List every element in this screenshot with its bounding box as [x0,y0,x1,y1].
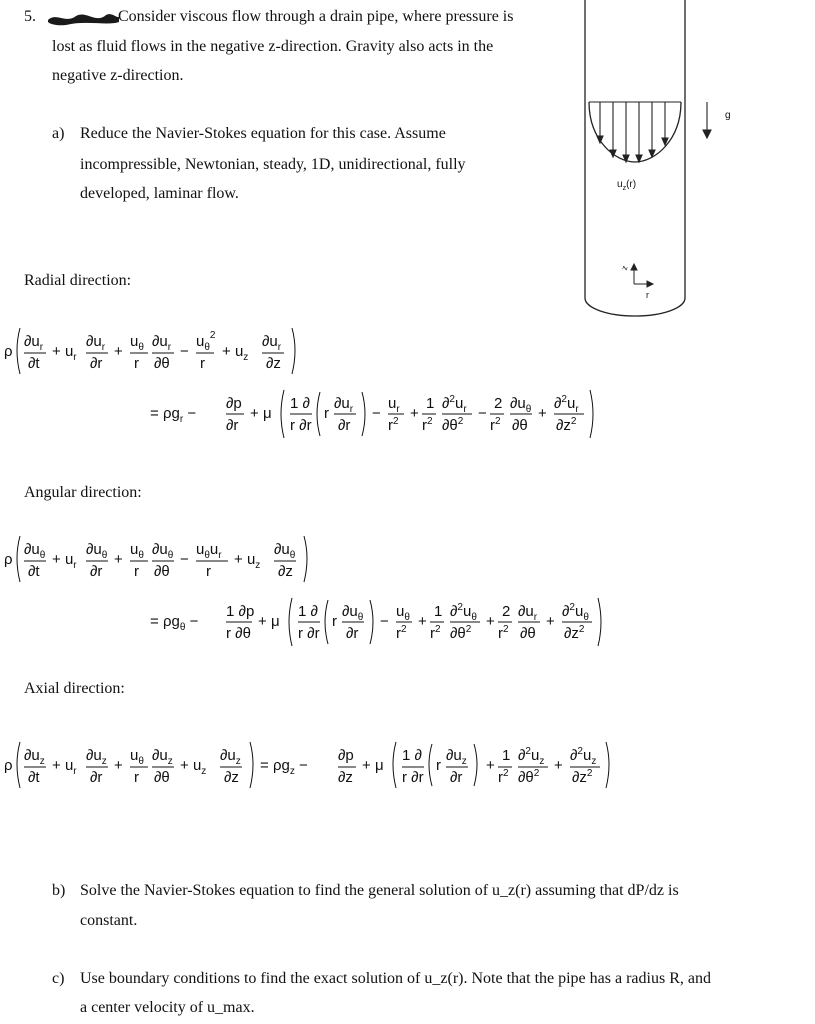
svg-text:+: + [538,405,547,422]
svg-text:+ μ: + μ [250,405,272,422]
svg-text:1 ∂: 1 ∂ [290,395,310,412]
svg-text:= ρgz −: = $\rho g_z$ − [260,757,308,777]
pipe-figure [575,0,745,320]
part-b-line-1: Solve the Navier-Stokes equation to find the general solution of u_z(r) assuming that dP/dz is [80,882,679,899]
intro-line-2: lost as fluid flows in the negative z-direction. Gravity also acts in the [52,38,494,55]
gravity-arrow-icon [703,102,711,138]
svg-text:∂uθ: $\partial u_\theta$ [510,395,532,415]
svg-text:∂uz: $\partial u_z$ [86,747,107,767]
svg-text:+ ur: + $u_r$ [52,343,77,363]
svg-text:∂uz: $\partial u_z$ [446,747,467,767]
svg-text:r ∂r: r ∂r [298,625,320,642]
svg-text:uθ2: $u_\theta^2$ [196,330,216,353]
svg-text:∂2ur: $\partial^2u_r$ [442,394,467,415]
svg-text:r2: $r^2$ [430,624,441,642]
svg-text:∂z2: $\partial z^2$ [556,416,577,434]
svg-text:+: + [114,551,123,568]
svg-text:+: + [418,613,427,630]
svg-text:∂θ2: $\partial\theta^2$ [442,416,464,434]
svg-text:= ρgθ −: = $\rho g_\theta$ − [150,613,199,633]
svg-text:∂θ: ∂θ [154,769,170,786]
svg-text:∂t: ∂t [28,355,40,372]
svg-text:r: r [134,563,139,580]
svg-text:∂2uθ: $\partial^2u_\theta$ [450,602,477,623]
svg-text:∂2uz: $\partial^2u_z$ [518,746,545,767]
angular-heading: Angular direction: [24,484,142,501]
svg-text:+: + [546,613,555,630]
svg-text:+: + [114,343,123,360]
svg-text:∂t: ∂t [28,563,40,580]
svg-text:∂θ: ∂θ [154,563,170,580]
velocity-profile [589,102,681,162]
svg-text:∂z2: $\partial z^2$ [572,768,593,786]
svg-text:∂uθ: $\partial u_\theta$ [152,541,174,561]
svg-text:1 ∂: 1 ∂ [402,747,422,764]
svg-text:∂θ2: $\partial\theta^2$ [450,624,472,642]
svg-text:1: 1 [434,603,443,620]
svg-text:∂z: ∂z [278,563,293,580]
svg-text:r: r [134,769,139,786]
svg-text:+: + [486,613,495,630]
svg-text:∂z: ∂z [266,355,281,372]
svg-text:uθ: $u_\theta$ [396,603,410,623]
svg-text:∂θ: ∂θ [520,625,536,642]
svg-text:∂r: ∂r [346,625,359,642]
svg-text:−: − [372,405,381,422]
svg-text:+ μ: + μ [258,613,280,630]
svg-text:= ρgr −: = $\rho g_r$ − [150,405,197,425]
svg-text:+ ur: + $u_r$ [52,757,77,777]
svg-text:∂r: ∂r [450,769,463,786]
part-a-line-3: developed, laminar flow. [80,185,239,202]
gravity-label: g [725,110,731,121]
svg-text:∂r: ∂r [90,355,103,372]
svg-text:+: + [410,405,419,422]
svg-text:+ uz: + $u_z$ [222,343,249,363]
svg-text:ρ: ρ [4,551,13,568]
svg-text:∂θ: ∂θ [512,417,528,434]
part-a-line-2: incompressible, Newtonian, steady, 1D, unidirectional, fully [80,156,466,173]
svg-text:ρ: ρ [4,343,13,360]
svg-text:∂t: ∂t [28,769,40,786]
svg-text:∂2uθ: $\partial^2u_\theta$ [562,602,589,623]
svg-text:r ∂r: r ∂r [290,417,312,434]
axial-equation [0,734,680,798]
svg-text:∂z2: $\partial z^2$ [564,624,585,642]
intro-line-3: negative z-direction. [52,67,184,84]
part-a-label: a) [52,125,65,142]
svg-text:2: 2 [494,395,503,412]
velocity-label: $u_z(r)$ [617,179,637,192]
part-c-line-1: Use boundary conditions to find the exact solution of u_z(r). Note that the pipe has a radius R, and [80,970,711,987]
redaction-scribble [46,10,120,26]
svg-text:r: r [200,355,205,372]
svg-text:1: 1 [426,395,435,412]
intro-line-1: Consider viscous flow through a drain pipe, where pressure is [118,8,514,25]
svg-text:+: + [114,757,123,774]
part-c-line-2: a center velocity of u_max. [80,999,255,1016]
svg-text:∂uz: $\partial u_z$ [220,747,241,767]
svg-text:uθur: $u_\theta u_r$ [196,541,222,561]
svg-text:1: 1 [502,747,511,764]
svg-text:r2: $r^2$ [396,624,407,642]
svg-text:∂ur: $\partial u_r$ [24,333,44,353]
svg-text:r: r [324,405,329,422]
svg-text:∂ur: $\partial u_r$ [518,603,538,623]
svg-text:r: r [134,355,139,372]
axial-heading: Axial direction: [24,680,125,697]
svg-text:r2: $r^2$ [422,416,433,434]
part-b-line-2: constant. [80,912,138,929]
part-c-label: c) [52,970,65,987]
svg-text:∂r: ∂r [226,417,239,434]
svg-text:+ μ: + μ [362,757,384,774]
svg-text:−: − [180,551,189,568]
svg-text:+ uz: + $u_z$ [180,757,207,777]
svg-text:−: − [180,343,189,360]
problem-number: 5. [24,8,36,25]
axis-r-label: r [646,290,649,300]
svg-text:+: + [554,757,563,774]
svg-text:∂r: ∂r [338,417,351,434]
svg-text:r ∂r: r ∂r [402,769,424,786]
part-b-label: b) [52,882,66,899]
svg-text:−: − [478,405,487,422]
svg-text:∂uz: $\partial u_z$ [24,747,45,767]
svg-text:1 ∂: 1 ∂ [298,603,318,620]
svg-text:∂ur: $\partial u_r$ [86,333,106,353]
svg-text:∂uθ: $\partial u_\theta$ [24,541,46,561]
radial-equation [0,320,660,440]
svg-text:1 ∂p: 1 ∂p [226,603,255,620]
svg-text:uθ: $u_\theta$ [130,333,144,353]
svg-text:∂θ: ∂θ [154,355,170,372]
svg-text:∂uθ: $\partial u_\theta$ [86,541,108,561]
svg-text:∂2ur: $\partial^2u_r$ [554,394,579,415]
svg-text:uθ: $u_\theta$ [130,747,144,767]
axis-z-label: z [619,264,630,272]
svg-text:∂2uz: $\partial^2u_z$ [570,746,597,767]
svg-text:∂θ2: $\partial\theta^2$ [518,768,540,786]
svg-text:∂ur: $\partial u_r$ [334,395,354,415]
part-a-line-1: Reduce the Navier-Stokes equation for this case. Assume [80,125,446,142]
svg-text:uθ: $u_\theta$ [130,541,144,561]
svg-text:ρ: ρ [4,757,13,774]
svg-text:∂uθ: $\partial u_\theta$ [342,603,364,623]
svg-text:∂ur: $\partial u_r$ [262,333,282,353]
svg-text:r: r [436,757,441,774]
svg-text:+: + [486,757,495,774]
axes-icon [631,264,653,287]
radial-heading: Radial direction: [24,272,132,289]
svg-text:r ∂θ: r ∂θ [226,625,251,642]
svg-text:r2: $r^2$ [388,416,399,434]
svg-text:∂r: ∂r [90,563,103,580]
svg-text:2: 2 [502,603,511,620]
redaction-mark [46,10,120,26]
svg-text:∂p: ∂p [338,747,354,764]
svg-text:r2: $r^2$ [498,768,509,786]
svg-text:∂uz: $\partial u_z$ [152,747,173,767]
svg-text:−: − [380,613,389,630]
svg-text:r2: $r^2$ [490,416,501,434]
svg-text:∂ur: $\partial u_r$ [152,333,172,353]
velocity-arrows [597,102,668,162]
svg-text:+ uz: + $u_z$ [234,551,261,571]
svg-text:ur: $u_r$ [388,395,400,415]
svg-text:∂r: ∂r [90,769,103,786]
svg-text:r2: $r^2$ [498,624,509,642]
svg-text:∂p: ∂p [226,395,242,412]
svg-text:r: r [332,613,337,630]
svg-text:∂z: ∂z [338,769,353,786]
svg-text:∂uθ: $\partial u_\theta$ [274,541,296,561]
svg-text:∂z: ∂z [224,769,239,786]
angular-equation [0,528,660,648]
svg-text:+ ur: + $u_r$ [52,551,77,571]
svg-text:r: r [206,563,211,580]
